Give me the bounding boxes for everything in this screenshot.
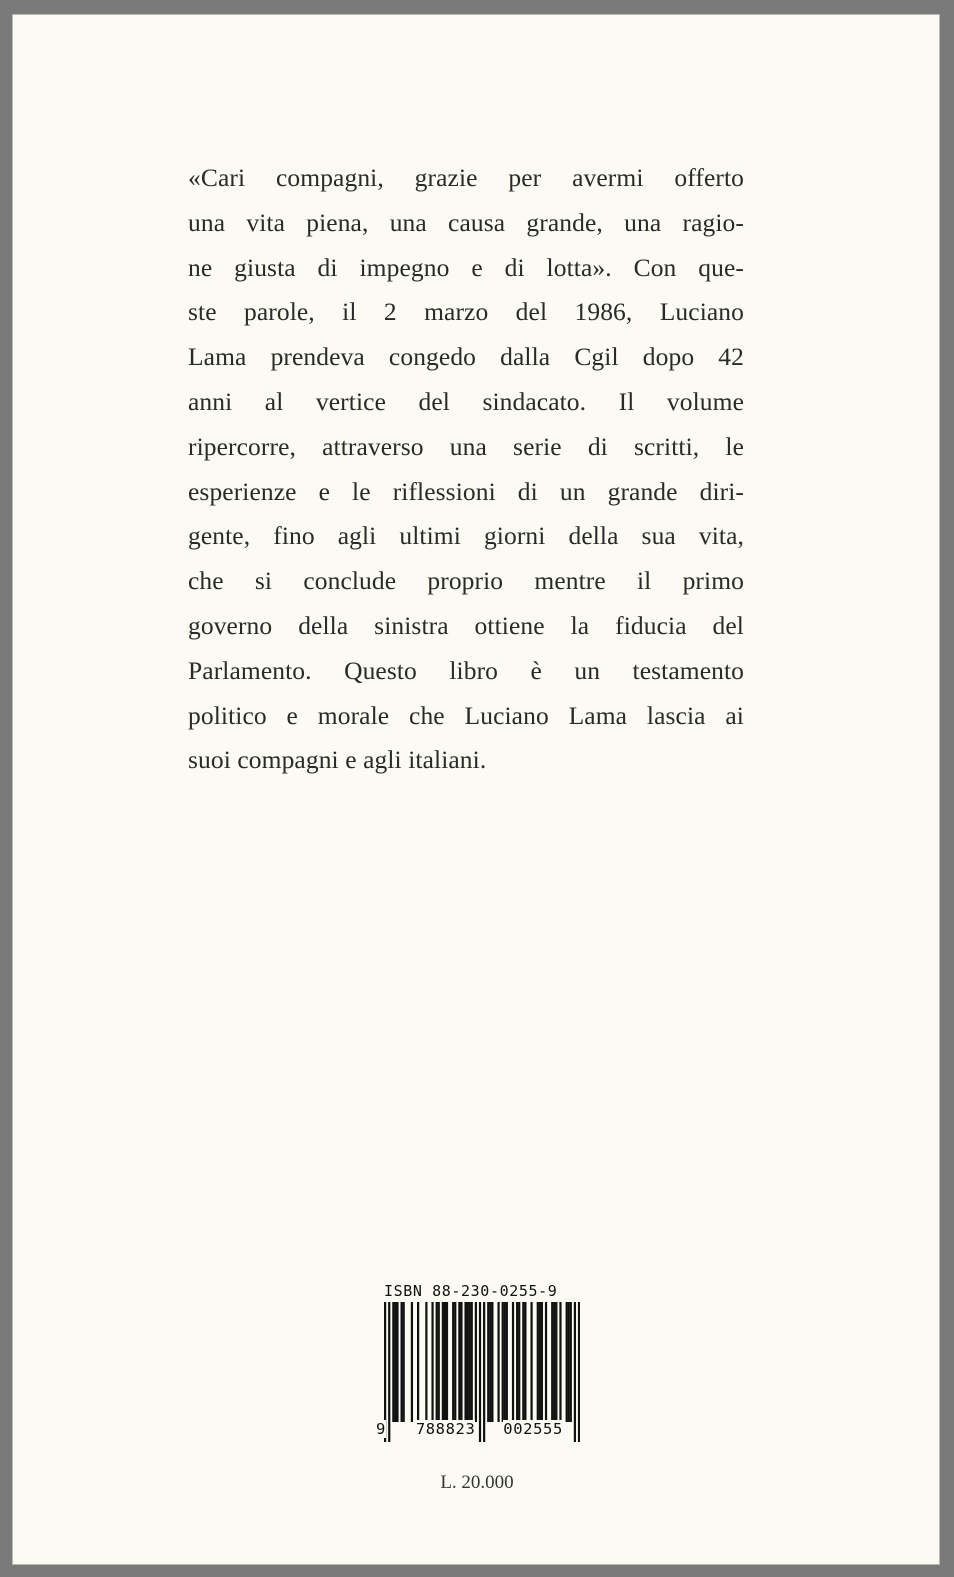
blurb-line: «Cari compagni, grazie per avermi offerto bbox=[188, 163, 744, 192]
barcode-bar bbox=[551, 1302, 553, 1422]
barcode-bar bbox=[431, 1302, 433, 1422]
barcode-bar bbox=[555, 1302, 557, 1422]
barcode-bar bbox=[436, 1302, 438, 1422]
blurb-line: ripercorre, attraverso una serie di scritti, le bbox=[188, 431, 744, 461]
blurb-line: Lama prendeva congedo dalla Cgil dopo 42 bbox=[188, 342, 744, 372]
ean-lead-digit: 9 bbox=[376, 1420, 386, 1438]
barcode-bar bbox=[539, 1302, 541, 1422]
barcode-bar bbox=[522, 1302, 524, 1422]
blurb-line: governo della sinistra ottiene la fiducia del bbox=[188, 610, 744, 640]
barcode-bar bbox=[545, 1302, 547, 1422]
blurb-text bbox=[188, 156, 744, 783]
barcode-bar bbox=[464, 1302, 466, 1422]
barcode-bar bbox=[458, 1302, 460, 1422]
price-label: L. 20.000 bbox=[440, 1472, 514, 1493]
barcode-bar bbox=[516, 1302, 518, 1422]
barcode-bar bbox=[454, 1302, 456, 1422]
ean-digits bbox=[376, 1420, 581, 1438]
blurb-line: una vita piena, una causa grande, una ragio- bbox=[188, 207, 744, 237]
blurb-line: politico e morale che Luciano Lama lascia ai bbox=[188, 700, 744, 730]
ean-left-group: 788823 bbox=[415, 1420, 476, 1438]
blurb-line: ne giusta di impegno e di lotta». Con que- bbox=[188, 252, 744, 282]
barcode-bar bbox=[489, 1302, 491, 1422]
barcode-bar bbox=[425, 1302, 427, 1422]
blurb-line: ste parole, il 2 marzo del 1986, Luciano bbox=[188, 297, 744, 327]
barcode-bar bbox=[506, 1302, 508, 1422]
barcode-bar bbox=[452, 1302, 454, 1422]
barcode-bar bbox=[411, 1302, 413, 1422]
blurb-line: che si conclude proprio mentre il primo bbox=[188, 566, 744, 596]
barcode-bar bbox=[559, 1302, 561, 1422]
barcode-bar bbox=[491, 1302, 493, 1422]
barcode-bar bbox=[444, 1302, 446, 1422]
barcode-bar bbox=[504, 1302, 506, 1422]
barcode-bar bbox=[460, 1302, 462, 1422]
barcode-bar bbox=[518, 1302, 520, 1422]
barcode-bar bbox=[553, 1302, 555, 1422]
barcode-bar bbox=[394, 1302, 396, 1422]
barcode-bar bbox=[537, 1302, 539, 1422]
ean-right-group: 002555 bbox=[503, 1420, 563, 1438]
barcode-bar bbox=[403, 1302, 405, 1422]
barcode-bar bbox=[566, 1302, 568, 1422]
blurb-line: Parlamento. Questo libro è un testamento bbox=[188, 655, 744, 685]
barcode-bar bbox=[570, 1302, 572, 1422]
barcode-bar bbox=[396, 1302, 398, 1422]
barcode-bar bbox=[541, 1302, 543, 1422]
isbn-label: ISBN 88-230-0255-9 bbox=[384, 1282, 558, 1300]
barcode-bar bbox=[438, 1302, 440, 1422]
barcode-bar bbox=[487, 1302, 489, 1422]
barcode-bar bbox=[497, 1302, 499, 1422]
blurb-line: anni al vertice del sindacato. Il volume bbox=[188, 386, 744, 416]
blurb-line: gente, fino agli ultimi giorni della sua vita, bbox=[188, 521, 744, 551]
blurb-line: esperienze e le riflessioni di un grande diri- bbox=[188, 476, 744, 506]
barcode-bar bbox=[475, 1302, 477, 1422]
barcode-bar bbox=[471, 1302, 473, 1422]
barcode-bar bbox=[524, 1302, 526, 1422]
barcode-bar bbox=[401, 1302, 403, 1422]
barcode-bar bbox=[512, 1302, 514, 1422]
barcode-bar bbox=[442, 1302, 444, 1422]
barcode-bar bbox=[568, 1302, 570, 1422]
barcode-bar bbox=[469, 1302, 471, 1422]
barcode-bar bbox=[502, 1302, 504, 1422]
barcode-bar bbox=[530, 1302, 532, 1422]
blurb-line: suoi compagni e agli italiani. bbox=[188, 745, 487, 775]
barcode-bar bbox=[446, 1302, 448, 1422]
barcode-bar bbox=[392, 1302, 394, 1422]
barcode-bar bbox=[417, 1302, 419, 1422]
barcode-bar bbox=[467, 1302, 469, 1422]
